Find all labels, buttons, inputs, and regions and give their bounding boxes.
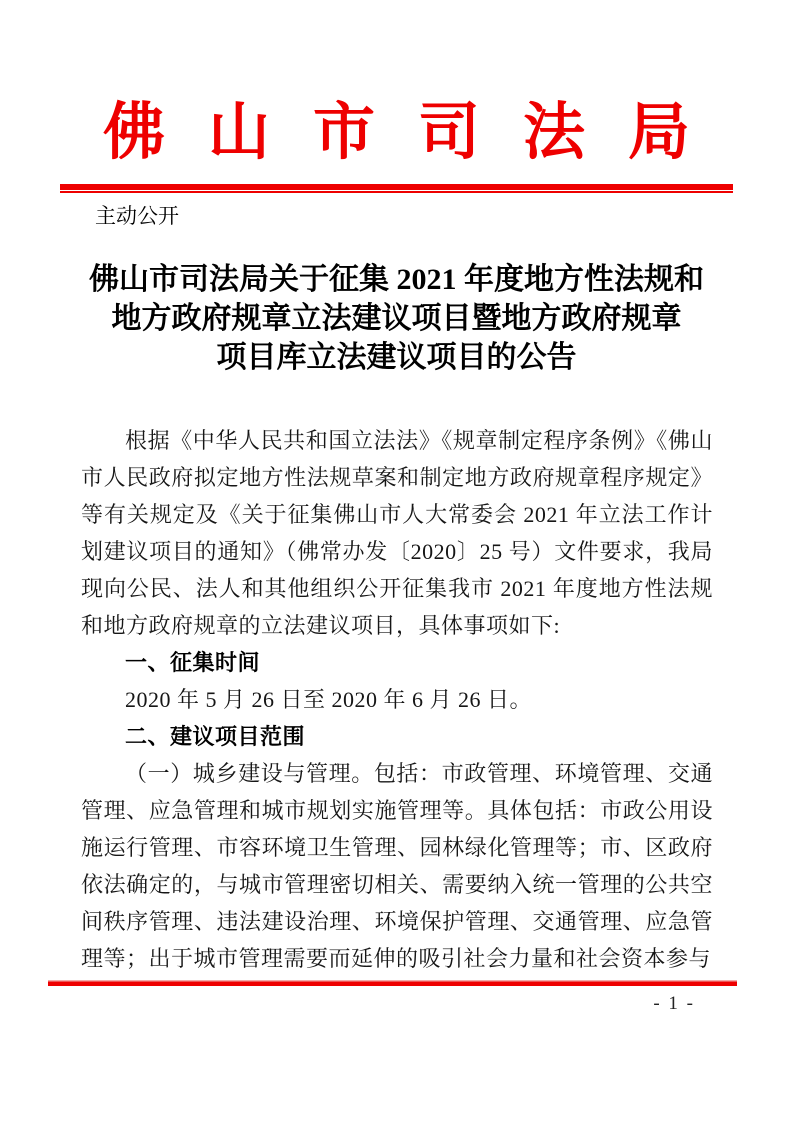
- document-body: [81, 422, 713, 977]
- bureau-letterhead-title: 佛山市司法局: [102, 99, 733, 167]
- letterhead-double-rule: [60, 184, 733, 193]
- section-heading-project-scope: 二、建议项目范围: [125, 724, 306, 749]
- letterhead-rule-thick: [60, 184, 733, 190]
- section-heading-collection-time: 一、征集时间: [125, 650, 261, 675]
- body-paragraph-scope-item-1: （一）城乡建设与管理。包括：市政管理、环境管理、交通管理、应急管理和城市规划实施管理等。具体包括：市政公用设施运行管理、市容环境卫生管理、园林绿化管理等；市、区政府依法确定的，与城市管理密切相关、需要纳入统一管理的公共空间秩序管理、违法建设治理、环境保护管理、交通管理、应急管理等；出于城市管理需要而延伸的吸引社会力量和社会资本参与: [81, 761, 713, 971]
- document-title-line-3: 项目库立法建议项目的公告: [216, 341, 577, 374]
- letterhead-rule-thin: [60, 191, 733, 193]
- body-paragraph-collection-dates: 2020 年 5 月 26 日至 2020 年 6 月 26 日。: [125, 687, 533, 712]
- document-title-line-1: 佛山市司法局关于征集 2021 年度地方性法规和: [89, 263, 704, 296]
- page-number: - 1 -: [653, 993, 695, 1014]
- body-paragraph-intro: 根据《中华人民共和国立法法》《规章制定程序条例》《佛山市人民政府拟定地方性法规草案和制定地方政府规章程序规定》等有关规定及《关于征集佛山市人大常委会 2021 年立法工作计划建议项目的通知》（佛常办发〔2020〕25 号）文件要求，我局现向公民、法人和其他组织公开征集我市 2021 年度地方性法规和地方政府规章的立法建议项目，具体事项如下:: [81, 428, 713, 638]
- document-title: [40, 260, 753, 377]
- footer-rule: [48, 980, 737, 986]
- document-title-line-2: 地方政府规章立法建议项目暨地方政府规章: [111, 302, 682, 335]
- disclosure-label: 主动公开: [95, 205, 179, 228]
